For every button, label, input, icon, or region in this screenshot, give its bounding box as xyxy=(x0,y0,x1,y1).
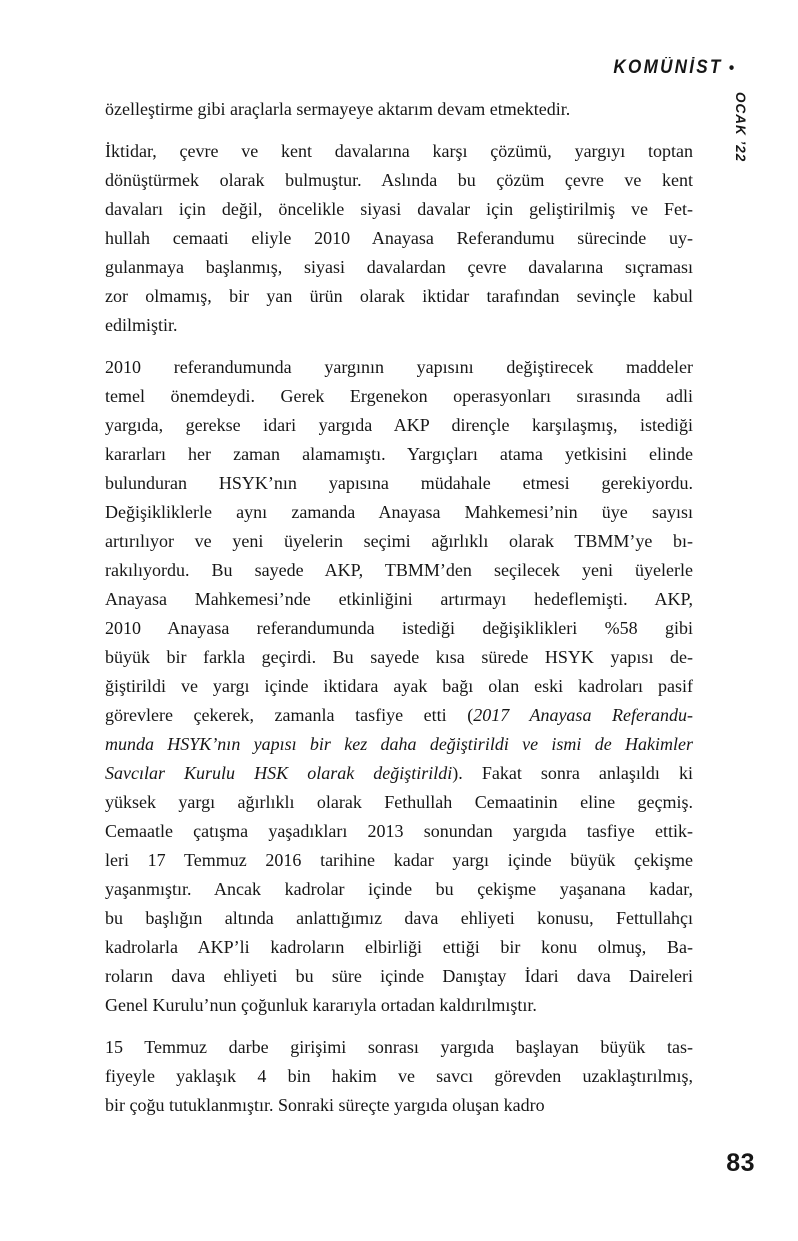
text-line xyxy=(105,788,693,817)
text-line xyxy=(105,962,693,991)
text-line xyxy=(105,817,693,846)
text-segment: roların dava ehliyeti bu süre içinde Danıştay İdari dava Daireleri xyxy=(105,966,693,986)
text-line xyxy=(105,991,693,1020)
text-line xyxy=(105,556,693,585)
text-segment: ). Fakat sonra anlaşıldı ki xyxy=(452,763,693,783)
text-segment: özelleştirme gibi araçlarla sermayeye aktarım devam etmektedir. xyxy=(105,99,571,119)
text-line xyxy=(105,614,693,643)
text-segment: İktidar, çevre ve kent davalarına karşı çözümü, yargıyı toptan xyxy=(105,141,693,161)
italic-text-segment: munda HSYK’nın yapısı bir kez daha değiştirildi ve ismi de Hakimler xyxy=(105,734,693,754)
text-line xyxy=(105,701,693,730)
text-line xyxy=(105,875,693,904)
text-line xyxy=(105,224,693,253)
journal-title: KOMÜNİST xyxy=(613,57,723,78)
text-segment: fiyeyle yaklaşık 4 bin hakim ve savcı görevden uzaklaştırılmış, xyxy=(105,1066,693,1086)
paragraph xyxy=(105,1033,693,1120)
text-segment: yüksek yargı ağırlıklı olarak Fethullah Cemaatinin eline geçmiş. xyxy=(105,792,693,812)
text-segment: 15 Temmuz darbe girişimi sonrası yargıda başlayan büyük tas- xyxy=(105,1037,693,1057)
text-line xyxy=(105,585,693,614)
text-line xyxy=(105,1091,693,1120)
text-line xyxy=(105,411,693,440)
text-line xyxy=(105,95,693,124)
issue-date: OCAK ’22 xyxy=(733,92,748,163)
text-line xyxy=(105,440,693,469)
text-segment: 2010 referandumunda yargının yapısını değiştirecek maddeler xyxy=(105,357,693,377)
text-segment: gulanmaya başlanmış, siyasi davalardan çevre davalarına sıçraması xyxy=(105,257,693,277)
text-line xyxy=(105,166,693,195)
text-segment: Cemaatle çatışma yaşadıkları 2013 sonundan yargıda tasfiye ettik- xyxy=(105,821,693,841)
text-line xyxy=(105,253,693,282)
text-segment: görevlere çekerek, zamanla tasfiye etti ( xyxy=(105,705,474,725)
page-number: 83 xyxy=(726,1149,755,1177)
text-segment: ğiştirildi ve yargı içinde iktidara ayak bağı olan eski kadroları pasif xyxy=(105,676,693,696)
text-line xyxy=(105,527,693,556)
text-segment: Genel Kurulu’nun çoğunluk kararıyla ortadan kaldırılmıştır. xyxy=(105,995,537,1015)
text-line xyxy=(105,730,693,759)
text-segment: yargıda, gerekse idari yargıda AKP dirençle karşılaşmış, istediği xyxy=(105,415,693,435)
text-line xyxy=(105,311,693,340)
text-line xyxy=(105,282,693,311)
text-segment: dönüştürmek olarak bulmuştur. Aslında bu çözüm çevre ve kent xyxy=(105,170,693,190)
text-segment: hullah cemaati eliyle 2010 Anayasa Referandumu sürecinde uy- xyxy=(105,228,693,248)
text-line xyxy=(105,382,693,411)
text-line xyxy=(105,195,693,224)
text-segment: yaşanmıştır. Ancak kadrolar içinde bu çekişme yaşanana kadar, xyxy=(105,879,693,899)
paragraph xyxy=(105,95,693,124)
text-line xyxy=(105,933,693,962)
text-segment: Değişikliklerle aynı zamanda Anayasa Mahkemesi’nin üye sayısı xyxy=(105,502,693,522)
text-segment: artırılıyor ve yeni üyelerin seçimi ağırlıklı olarak TBMM’ye bı- xyxy=(105,531,693,551)
text-line xyxy=(105,353,693,382)
text-block xyxy=(105,95,693,1133)
text-segment: kadrolarla AKP’li kadroların elbirliği ettiği bir konu olmuş, Ba- xyxy=(105,937,693,957)
text-segment: zor olmamış, bir yan ürün olarak iktidar tarafından sevinçle kabul xyxy=(105,286,693,306)
text-segment: edilmiştir. xyxy=(105,315,178,335)
italic-text-segment: 2017 Anayasa Referandu- xyxy=(473,705,693,725)
italic-text-segment: Savcılar Kurulu HSK olarak değiştirildi xyxy=(105,763,453,783)
text-line xyxy=(105,672,693,701)
text-segment: 2010 Anayasa referandumunda istediği değişiklikleri %58 gibi xyxy=(105,618,693,638)
text-line xyxy=(105,846,693,875)
text-segment: bu başlığın altında anlattığımız dava ehliyeti konusu, Fettullahçı xyxy=(105,908,693,928)
text-line xyxy=(105,469,693,498)
paragraph xyxy=(105,353,693,1020)
text-segment: bir çoğu tutuklanmıştır. Sonraki süreçte yargıda oluşan kadro xyxy=(105,1095,545,1115)
bullet-icon: • xyxy=(728,58,734,77)
text-segment: rakılıyordu. Bu sayede AKP, TBMM’den seçilecek yeni üyelerle xyxy=(105,560,693,580)
text-line xyxy=(105,1033,693,1062)
text-segment: büyük bir farkla geçirdi. Bu sayede kısa sürede HSYK yapısı de- xyxy=(105,647,693,667)
running-head xyxy=(613,57,734,79)
text-segment: Anayasa Mahkemesi’nde etkinliğini artırmayı hedeflemişti. AKP, xyxy=(105,589,693,609)
text-segment: davaları için değil, öncelikle siyasi davalar için geliştirilmiş ve Fet- xyxy=(105,199,693,219)
text-line xyxy=(105,643,693,672)
text-line xyxy=(105,137,693,166)
text-segment: kararları her zaman alamamıştı. Yargıçları atama yetkisini elinde xyxy=(105,444,693,464)
text-segment: temel önemdeydi. Gerek Ergenekon operasyonları sırasında adli xyxy=(105,386,693,406)
text-line xyxy=(105,1062,693,1091)
text-line xyxy=(105,759,693,788)
text-segment: bulunduran HSYK’nın yapısına müdahale etmesi gerekiyordu. xyxy=(105,473,693,493)
text-line xyxy=(105,498,693,527)
paragraph xyxy=(105,137,693,340)
text-line xyxy=(105,904,693,933)
text-segment: leri 17 Temmuz 2016 tarihine kadar yargı içinde büyük çekişme xyxy=(105,850,693,870)
